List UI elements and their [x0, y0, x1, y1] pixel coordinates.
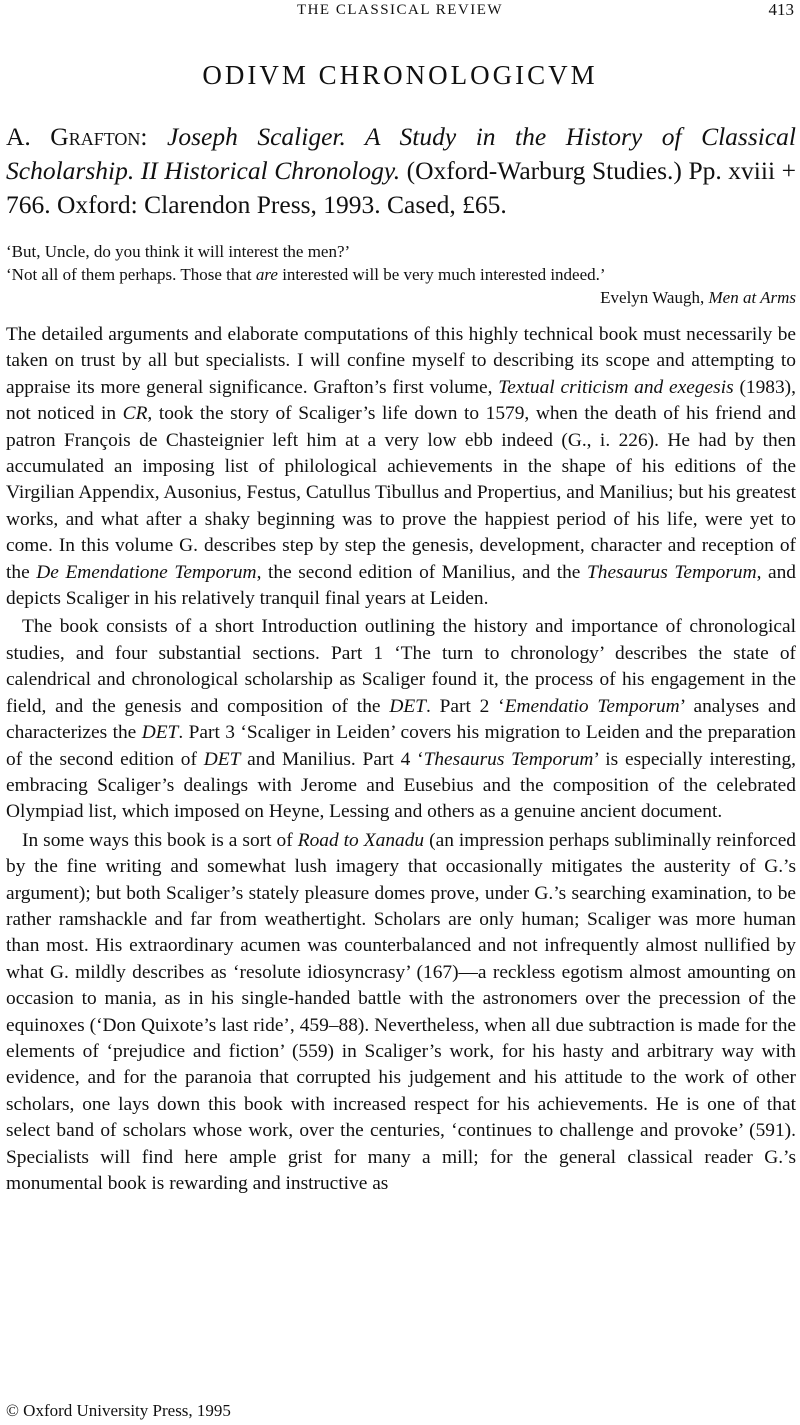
book-title: Joseph Scaliger. A Study in the History of Classical Scholarship. II Historical Chronology.	[6, 122, 796, 185]
epigraph	[6, 240, 796, 309]
text-run: In some ways this book is a sort of	[22, 829, 298, 851]
epigraph-emphasis: are	[255, 265, 278, 284]
italic-title: DET	[389, 695, 426, 717]
text-run: The book consists of a short Introduction outlining the history and importance of chronological studies, and four substantial sections. Part 1 ‘The turn to chronology’ describes the state of calendrical and chronological scholarship as Scaliger found it, the process of his engagement in the field, and the genesis and composition of the	[6, 616, 796, 717]
paragraph-2	[6, 614, 796, 825]
text-run: , took the story of Scaliger’s life down to 1579, when the death of his friend and patron François de Chasteignier left him at a very low ebb indeed (G., i. 226). He had by then accumulated an imposing list of philological achievements in the shape of his editions of the Virgilian Appendix, Ausonius, Festus, Catullus Tibullus and Propertius, and Manilius; but his greatest works, and what after a shaky beginning was to prove the happiest period of his life, were yet to come. In this volume G. describes step by step the genesis, development, character and reception of the	[6, 403, 796, 583]
text-run: . Part 3 ‘Scaliger in Leiden’ covers his migration to Leiden and the preparation of the second edition of	[6, 722, 796, 770]
epigraph-author: Evelyn Waugh,	[600, 288, 709, 307]
text-run: (an impression perhaps subliminally reinforced by the fine writing and somewhat lush imagery that occasionally mitigates the austerity of G.’s argument); but both Scaliger’s stately pleasure domes prove, under G.’s searching examination, to be rather ramshackle and far from weathertight. Scholars are only human; Scaliger was more human than most. His extraordinary acumen was counterbalanced and not infrequently almost nullified by what G. mildly describes as ‘resolute idiosyncrasy’ (167)—a reckless egotism almost amounting on occasion to mania, as in his single-handed battle with the astronomers over the precession of the equinoxes (‘Don Quixote’s last ride’, 459–88). Nevertheless, when all due subtraction is made for the elements of ‘prejudice and fiction’ (559) in Scaliger’s work, for his hasty and arbitrary way with evidence, and for the paranoia that corrupted his judgement and his attitude to the work of other scholars, one lays down this book with increased respect for his achievements. He is one of that select band of scholars whose work, over the centuries, ‘continues to challenge and provoke’ (591). Specialists will find here ample grist for many a mill; for the general classical reader G.’s monumental book is rewarding and instructive as	[6, 829, 796, 1194]
text-run: . Part 2 ‘	[425, 695, 505, 717]
paragraph-3	[6, 828, 796, 1198]
paragraph-1	[6, 322, 796, 612]
italic-title: Thesaurus Temporum	[586, 561, 757, 583]
article-title: ODIVM CHRONOLOGICVM	[202, 60, 598, 90]
italic-title: De Emendatione Temporum	[36, 561, 257, 583]
journal-title: THE CLASSICAL REVIEW	[296, 2, 504, 18]
heading-separator: :	[140, 122, 168, 151]
page-number: 413	[768, 0, 794, 19]
review-heading	[6, 120, 796, 222]
italic-title: DET	[203, 748, 241, 770]
text-run: , and depicts Scaliger in his relatively tranquil final years at Leiden.	[6, 561, 797, 610]
italic-title: Emendatio Temporum	[504, 695, 680, 717]
text-run: , the second edition of Manilius, and the	[256, 561, 587, 583]
italic-title: CR	[122, 403, 148, 425]
running-head	[0, 0, 800, 22]
review-body	[6, 322, 796, 1199]
epigraph-line-2-text: ‘Not all of them perhaps. Those that	[6, 265, 256, 284]
epigraph-attribution	[6, 286, 796, 309]
epigraph-line-1: ‘But, Uncle, do you think it will interest the men?’	[6, 242, 351, 261]
copyright-footer: © Oxford University Press, 1995	[6, 1401, 231, 1420]
epigraph-line-2	[6, 263, 796, 286]
text-run: The detailed arguments and elaborate computations of this highly technical book must necessarily be taken on trust by all but specialists. I will confine myself to describing its scope and attempting to appraise its more general significance. Grafton’s first volume,	[6, 324, 796, 398]
italic-title: Thesaurus Temporum	[423, 748, 594, 770]
epigraph-work: Men at Arms	[708, 288, 796, 307]
italic-title: DET	[141, 722, 179, 744]
text-run: ’ analyses and characterizes the	[6, 695, 797, 744]
book-details: (Oxford-Warburg Studies.) Pp. xviii + 766. Oxford: Clarendon Press, 1993. Cased, £65.	[6, 156, 796, 219]
epigraph-line-2-end: interested will be very much interested indeed.’	[277, 265, 606, 284]
italic-title: Road to Xanadu	[297, 829, 425, 851]
text-run: (1983), not noticed in	[6, 376, 796, 425]
text-run: and Manilius. Part 4 ‘	[240, 748, 424, 770]
book-author: A. Grafton	[6, 122, 141, 151]
italic-title: Textual criticism and exegesis	[498, 376, 734, 398]
text-run: ’ is especially interesting, embracing Scaliger’s dealings with Jerome and Eusebius and the composition of the celebrated Olympiad list, which imposed on Heyne, Lessing and others as a genuine ancient document.	[6, 748, 797, 823]
